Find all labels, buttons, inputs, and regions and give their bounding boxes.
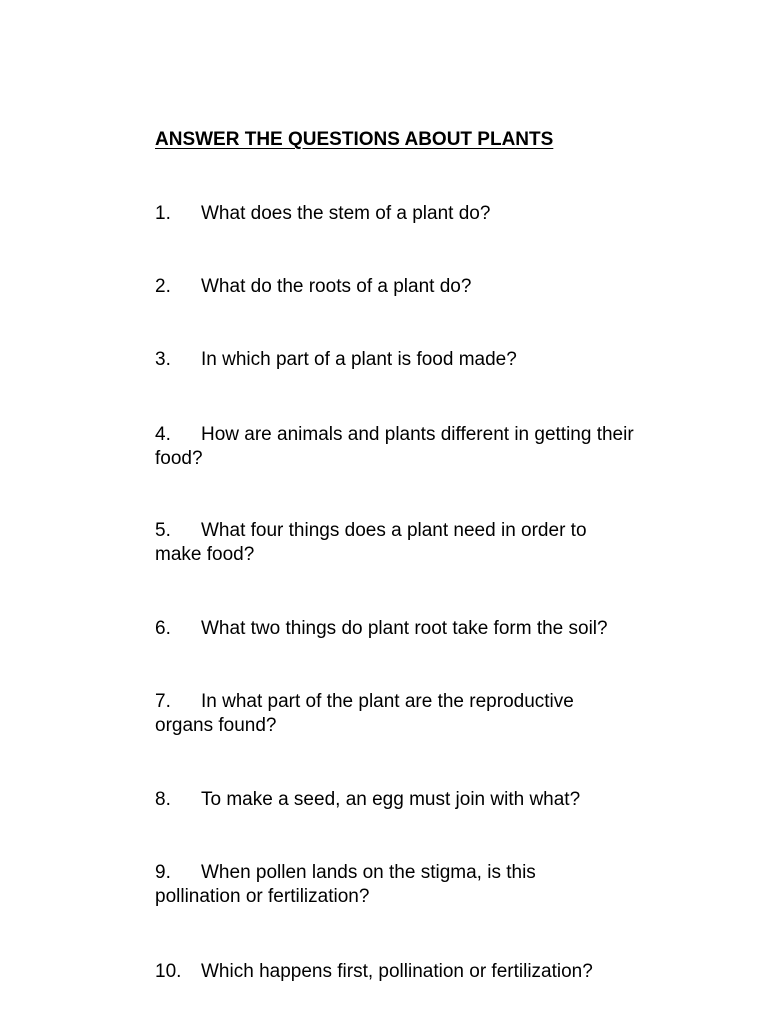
question-10	[155, 960, 675, 984]
question-5	[155, 519, 635, 567]
question-number: 1.	[155, 203, 171, 224]
question-number: 8.	[155, 789, 171, 810]
question-number: 3.	[155, 349, 171, 370]
question-text: What do the roots of a plant do?	[201, 276, 472, 297]
question-4	[155, 423, 635, 471]
question-text: How are animals and plants different in getting their food?	[155, 424, 634, 469]
question-text: When pollen lands on the stigma, is this pollination or fertilization?	[155, 862, 536, 907]
question-number: 6.	[155, 618, 171, 639]
question-text: To make a seed, an egg must join with what?	[201, 789, 581, 810]
question-number: 4.	[155, 424, 171, 445]
question-number: 2.	[155, 276, 171, 297]
question-9	[155, 861, 595, 909]
question-6	[155, 617, 675, 641]
question-8	[155, 788, 655, 812]
question-number: 9.	[155, 862, 171, 883]
question-text: Which happens first, pollination or fertilization?	[201, 961, 593, 982]
question-text: In what part of the plant are the reproductive organs found?	[155, 691, 574, 736]
question-number: 10.	[155, 961, 182, 982]
question-text: What does the stem of a plant do?	[201, 203, 491, 224]
question-7	[155, 690, 635, 738]
question-1	[155, 202, 655, 226]
question-text: What four things does a plant need in order to make food?	[155, 520, 587, 565]
question-text: What two things do plant root take form the soil?	[201, 618, 608, 639]
question-number: 7.	[155, 691, 171, 712]
question-2	[155, 275, 655, 299]
question-3	[155, 348, 655, 372]
question-number: 5.	[155, 520, 171, 541]
question-text: In which part of a plant is food made?	[201, 349, 517, 370]
worksheet-title: ANSWER THE QUESTIONS ABOUT PLANTS	[155, 129, 554, 150]
